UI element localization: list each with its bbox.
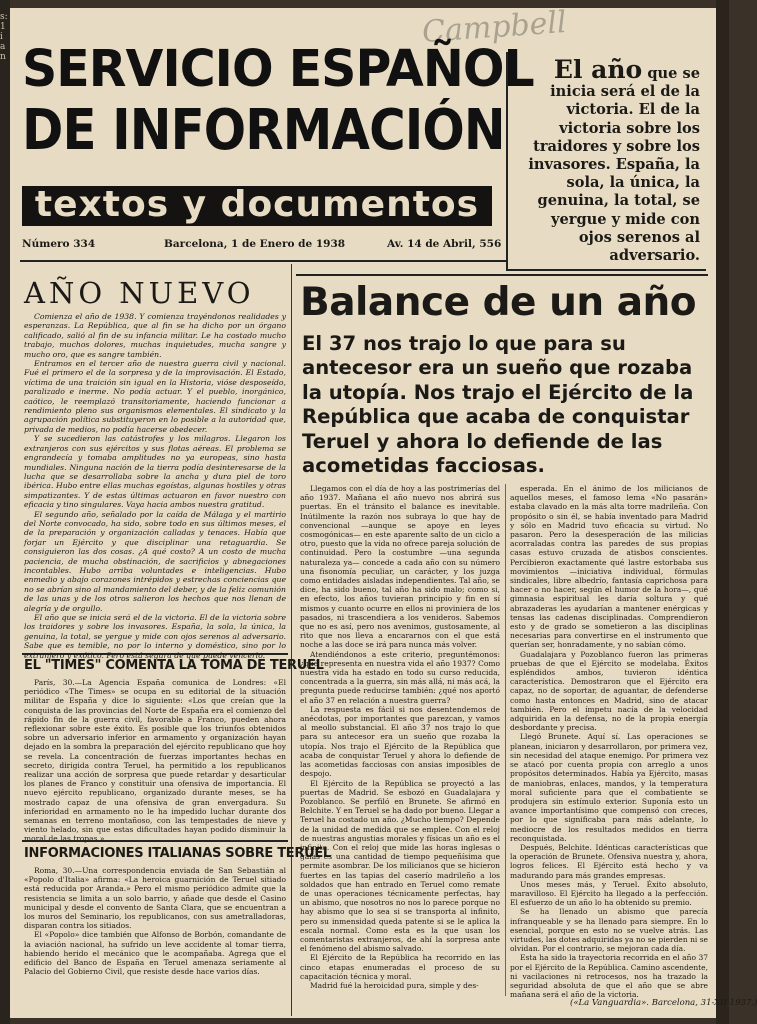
front-quote <box>514 56 700 265</box>
handwritten-signature: Campbell <box>420 4 568 51</box>
spine-fragment-text: s: 1 i an <box>0 12 8 62</box>
italianas-paragraph: El «Popolo» dice también que Alfonso de Borbón, comandante de la aviación nacional, ha sufrido un leve accidente al tomar tierra, habiendo herido el mecánico que le acompañaba. Agrega que el edificio del Banco de España en Teruel amenaza seriamente al Palacio del Gobierno Civil, que resiste desde hace varios días. <box>24 930 286 977</box>
italianas-paragraph: Roma, 30.—Una correspondencia enviada de San Sebastián al «Popolo d'Italia» afirma: «La heroica guarnición de Teruel sitiado está reducida por Aranda.» Pero el mismo periódico admite que la resistencia se limita a un solo barrio, y añade que desde el Casino municipal y desde el convento de Santa Clara, que se encuentran a los muros del Seminario, los republicanos, con sus ametralladoras, disparan contra los sitiados. <box>24 866 286 931</box>
balance-column-2 <box>510 484 708 1000</box>
italianas-body <box>24 866 286 1016</box>
balance-paragraph: La respuesta es fácil si nos desentendemos de anécdotas, por importantes que parezcan, y vamos al meollo substancial. El año 37 nos trajo lo que para su antecesor era un sueño que rozaba la utopía. Nos trajo el Ejército de la República que acaba de conquistar Teruel y ahora lo defiende de las acometidas facciosas con ansias imposibles de despojo. <box>300 704 500 779</box>
balance-subheadline: El 37 nos trajo lo que para su antecesor era un sueño que rozaba la utopía. Nos trajo el Ejército de la República que acaba de conquistar Teruel y ahora lo defiende de las acometidas facciosas. <box>302 332 694 478</box>
ano-nuevo-paragraph: Entramos en el tercer año de nuestra guerra civil y nacional. Fué el primero el de la sorpresa y de la improvisación. El Estado, víctima de una traición sin igual en la Historia, vióse desposeído, paralizado e inerme. No podía actuar. Y el pueblo, inorgánico, caótico, le reemplazó transitoriamente, haciendo funcionar a rendimiento pleno sus organismos elementales. El sindicato y la agrupación política substituyeron en lo posible a la autoridad que, privada de medios, no podía hacerse obedecer. <box>24 359 286 434</box>
balance-paragraph: Madrid fué la heroicidad pura, simple y des- <box>310 980 479 990</box>
main-column-divider <box>505 484 506 996</box>
ano-nuevo-body <box>24 312 286 660</box>
ano-nuevo-title: AÑO NUEVO <box>24 276 255 310</box>
balance-headline: Balance de un año <box>300 280 697 325</box>
ano-nuevo-paragraph: El segundo año, señalado por la caída de Málaga y el martirio del Norte convocado, ha sido, sobre todo en sus últimos meses, el de la preparación y organización calladas y tenaces. Había que forjar un Ejército y que disciplinar una retaguardia. Se consiguieron las dos cosas. ¿A qué costo? A un costo de mucha paciencia, de mucha obstinación, de sacrificios y abnegaciones incontables. Hubo arriba voluntades e inteligencias. Hubo enmedio y abajo corazones intrépidos y estrechas conciencias que no se abrían sino al mandamiento del deber, y de la feliz comunión de las unas y de los otros salieron los hechos que nos llenan de alegría y de orgullo. <box>24 509 286 613</box>
balance-paragraph: El Ejército de la República ha recorrido en las cinco etapas enumeradas el proceso de su capacitación técnica y moral. <box>300 953 500 981</box>
balance-paragraph: Llegó Brunete. Aquí sí. Las operaciones se planean, iniciaron y desarrollaron, por primera vez, sin necesidad del ataque enemigo. Por primera vez se atacó por cuenta propia con arreglo a unos propósitos determinados. Había ya Ejército, masas de maniobras, enlaces, mandos, y la temperatura moral suficiente para que el combatiente se produjera sin estímulo exterior. Suponía esto un avance importantísimo que compensó con creces, por lo que significaba para más adelante, lo mediocre de los resultados medidos en tierra reconquistada. <box>510 732 708 843</box>
issue-number: Número 334 <box>22 238 96 250</box>
balance-paragraph: Se ha llenado un abismo que parecía infranqueable y se ha llenado para siempre. En lo esencial, porque en esto no se vuelve atrás. Las virtudes, las dotes adquiridas ya no se pierden ni se olvidan. Por el contrario, se mejoran cada día. <box>510 907 708 954</box>
header-divider <box>20 260 508 262</box>
issue-address: Av. 14 de Abril, 556 <box>387 238 502 250</box>
balance-paragraph: Unos meses más, y Teruel. Éxito absoluto, maravilloso. El Ejército ha llegado a la perfección. El esfuerzo de un año lo ha obtenido su premio. <box>510 879 708 908</box>
masthead-line-3: textos y documentos <box>22 186 492 226</box>
masthead-line-1: SERVICIO ESPAÑOL <box>22 40 534 99</box>
left-column-divider <box>291 264 292 1016</box>
front-quote-lead: El año <box>553 55 643 84</box>
balance-paragraph: Guadalajara y Pozoblanco fueron las primeras pruebas de que el Ejército se modelaba. Éxitos espléndidos ambos, tuvieron idéntica característica. Demostraron que el Ejército era capaz, no de soportar, de aguantar, de defenderse como hasta entonces en Madrid, sino de atacar también. Pero el ímpetu nacía de la velocidad adquirida en la defensa, no de la propia energía desbordante y precisa. <box>510 649 708 733</box>
newspaper-page <box>10 4 757 1018</box>
balance-paragraph: El Ejército de la República se proyectó a las puertas de Madrid. Se esbozó en Guadalajara y Pozoblanco. Se perfiló en Brunete. Se afirmó en Belchite. Y en Teruel se ha dado por bueno. Llegar a Teruel ha costado un año. ¿Mucho tiempo? Depende de la unidad de medida que se emplee. Con el reloj de nuestras angustias morales y físicas un año es el infinito. Con el reloj que mide las horas inglesas o galas es una cantidad de tiempo pequeñísima que permite asombrar. De los milicianos que se hicieron fuertes en las tapias del caserío madrileño a los soldados que han entrado en Teruel como remate de unas operaciones técnicamente perfectas, hay un abismo, que nosotros no nos lo parece porque no hay abismo que lo sea si se transporta al infinito, pero su inmensidad queda patente si se le aplica la escala normal. Como esta es la que usan los comentaristas extranjeros, de ahí la sorpresa ante el fenómeno del abismo salvado. <box>300 778 500 954</box>
times-headline: EL "TIMES" COMENTA LA TOMA DE TERUEL <box>24 658 324 673</box>
ano-nuevo-paragraph: Comienza el año de 1938. Y comienza trayéndonos realidades y esperanzas. La República, que al fin se ha dicho por un órgano calificado, salió al fin de su infancia militar. Le ha costado mucho trabajo, muchos dolores, muchas inquietudes, mucha sangre y mucho oro, que es sangre también. <box>24 312 286 359</box>
main-header-divider <box>296 274 708 276</box>
front-quote-body: que se inicia será el de la victoria. El de la victoria sobre los traidores y sobre los invasores. España, la sola, la única, la genuina, la total, se yergue y mide con ojos serenos al adversario. <box>528 65 700 265</box>
issue-place-date: Barcelona, 1 de Enero de 1938 <box>164 238 346 250</box>
balance-paragraph: Llegamos con el día de hoy a las postrimerías del año 1937. Mañana el año nuevo nos abrirá sus puertas. En el tránsito el balance es inevitable. Inútilmente la razón nos subraya lo que hay de convencional —aunque se apoye en leyes cosmogónicas— en este aparente salto de un ciclo a otro, puesto que la vida no ofrece pareja solución de continuidad. Pero la costumbre —una segunda naturaleza ya— concede a cada año con su número una fisonomía peculiar, un carácter, y los juzga como entidades aisladas independientes. Tal año, se dice, ha sido bueno, tal año ha sido malo; como si, en efecto, los años tuvieran principio y fin en sí mismos y cuanto ocurre en ellos ni proviniera de los pasados, ni trascendiera a los venideros. Sabemos que no es así, pero nos avenimos, gustosamente, al rito que nos lleva a encararnos con el que está noche a las doce se irá para nunca más volver. <box>300 484 500 650</box>
ano-nuevo-paragraph: El año que se inicia será el de la victoria. El de la victoria sobre los traidores y sobre los invasores. España, la sola, la única, la genuina, la total, se yergue y mide con ojos serenos al adversario. Sabe que es temible, no por lo interno y doméstico, sino por lo extranjero y exótico. Pero está segura de que puede vencerlo. <box>24 613 286 660</box>
balance-paragraph: Esta ha sido la trayectoria recorrida en el año 37 por el Ejército de la República. Camino ascendente, ni vacilaciones ni retrocesos, nos ha trazado la seguridad absoluta de que el año que se abre mañana será el año de la victoria. <box>510 953 708 1000</box>
masthead-line-2: DE INFORMACIÓN <box>22 98 505 163</box>
balance-paragraph: Atendiéndonos a este criterio, preguntémonos: ¿qué representa en nuestra vida el año 1937? Como nuestra vida ha estado en todo su curso reducida, concentrada a la guerra, sin más allá, ni más acá, la pregunta puede reducirse también: ¿qué nos aportó el año 37 en relación a nuestra guerra? <box>300 649 500 705</box>
ano-nuevo-paragraph: Y se sucedieron las catástrofes y los milagros. Llegaron los extranjeros con sus ejércitos y sus flotas aéreas. El problema se engrandecía y tomaba amplitudes no ya europeas, sino hasta mundiales. Ninguna nación de la tierra podía desinteresarse de la lucha que se desarrollaba sobre la ancha y dura piel de toro ibérica. Hubo entre ellas muchas egoístas, algunas hostiles y otras simpatizantes. Y de estas últimas actuaron en favor nuestro con eficacia y tino singulares. Vaya hacia ambos nuestra gratitud. <box>24 434 286 510</box>
balance-source: («La Vanguardia». Barcelona, 31-XII-1937.) <box>570 998 757 1008</box>
times-paragraph: París, 30.—La Agencia España comunica de Londres: «El periódico «The Times» se ocupa en su editorial de la situación militar de España y dice lo siguiente: «Los que creían que la conquista de las provincias del Norte de España era el comienzo del rápido fin de la guerra civil, favorable a Franco, pueden ahora reflexionar sobre este éxito. Es posible que los triunfos obtenidos sobre un adversario inferior en armamento y organización hayan dejado en la sombra la preparación del ejército republicano que hoy se revela. La concentración de fuerzas importantes hechas en secreto, dirigida contra Teruel, ha permitido a los republicanos realizar una acción de sorpresa que puede retardar y desarticular los planes de Franco y constituir una ofensiva de importancia. El nuevo ejército republicano, organizado durante meses, se ha mostrado capaz de una ofensiva de gran envergadura. Su inferioridad en armamento no le ha impedido luchar durante dos semanas en terreno montañoso, con las tempestades de nieve y viento helado, sin que estas dificultades hayan podido disminuir la moral de las tropas.» <box>24 678 286 844</box>
italianas-divider <box>22 840 288 842</box>
italianas-headline: INFORMACIONES ITALIANAS SOBRE TERUEL <box>24 846 331 861</box>
balance-paragraph: esperada. En el ánimo de los milicianos de aquellos meses, el famoso lema «No pasarán» estaba clavado en la más alta torre madrileña. Con propósito o sin él, se había inventado para Madrid y sólo en Madrid tuvo eficacia su virtud. No pasaron. Pero la desesperación de las milicias acorraladas contra las paredes de sus propias casas estuvo cruzada de atisbos conscientes. Percibieron exactamente qué lastre estorbaba sus movimientos —iniciativa individual, fórmulas sindicales, libre albedrío, fantasía caprichosa para hacer o no hacer, según el humor de la hora—, qué gimnasia espiritual les daría soltura y qué abrazaderas les ayudarían a mantener enérgicas y tensas las cadenas disciplinadas. Comprendieron esto y de grado se sometieron a las disciplinas necesarias para convertirse en el instrumento que querían ser, honradamente, y no sabían cómo. <box>510 484 708 650</box>
page-edge <box>716 0 729 1024</box>
times-divider <box>22 653 288 655</box>
balance-paragraph: Después, Belchite. Idénticas características que la operación de Brunete. Ofensiva nuestra y, ahora, logros felices. El Ejército está hecho y va madurando para más grandes empresas. <box>510 842 708 880</box>
binding-spine <box>0 0 10 1024</box>
times-body <box>24 678 286 844</box>
balance-column-1 <box>300 484 500 1014</box>
